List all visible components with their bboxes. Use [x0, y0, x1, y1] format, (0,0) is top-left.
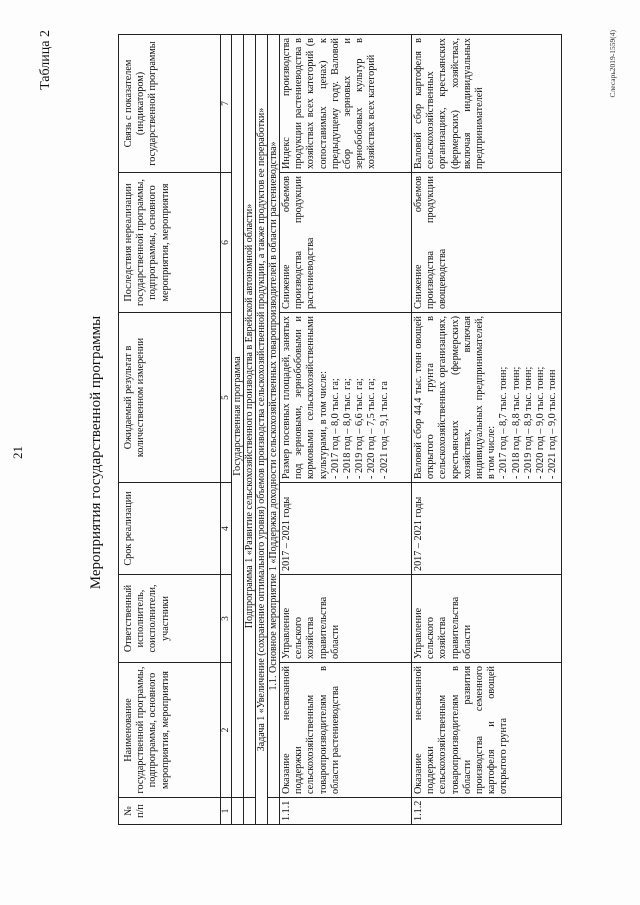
- indicator-link: Валовой сбор картофеля в сельскохозяйственных организациях, крестьянских (фермерских) хозяйствах, включая индивидуальных предпринимателей: [412, 35, 562, 173]
- table-row: [280, 35, 412, 825]
- header-row: [119, 35, 221, 825]
- program-title: Государственная программа: [232, 35, 244, 798]
- column-number: 2: [221, 663, 232, 798]
- document-code: Слесарь2019-1559(4): [608, 30, 617, 98]
- header-cell: Наименование государственной программы, подпрограммы, основного мероприятия, мероприятия: [119, 663, 221, 798]
- row-number: 1.1.2: [412, 798, 562, 825]
- activity-name: Оказание несвязанной поддержки сельскохозяйственным товаропроизводителям в области развития производства семенного картофеля и овощей открытого грунта: [412, 663, 562, 798]
- measures-table: [118, 34, 562, 825]
- page-title: Мероприятия государственной программы: [88, 315, 104, 590]
- column-number: 4: [221, 483, 232, 575]
- subprogram-row: [244, 35, 256, 825]
- column-number: 7: [221, 35, 232, 173]
- indicator-link: Индекс производства продукции растениеводства в хозяйствах всех категорий (в сопоставимых ценах) к предыдущему году. Валовой сбор зерновых и зернобобовых культур в хозяйствах всех категорий: [280, 35, 412, 173]
- result-year: - 2020 год – 9,0 тыс. тонн;: [535, 366, 547, 479]
- empty-cell: [232, 798, 244, 825]
- expected-result: [280, 313, 412, 483]
- column-number: 1: [221, 798, 232, 825]
- column-number: 6: [221, 173, 232, 313]
- page-number: 21: [10, 446, 25, 459]
- result-year: - 2019 год – 8,9 тыс. тонн;: [522, 366, 534, 479]
- result-year: - 2020 год – 7,5 тыс. га;: [366, 378, 378, 479]
- task-row: [256, 35, 268, 825]
- main-activity-row: [268, 35, 280, 825]
- executor: Управление сельского хозяйства правительства области: [412, 575, 562, 663]
- header-cell: Срок реализации: [119, 483, 221, 575]
- period: 2017 – 2021 годы: [280, 483, 412, 575]
- empty-cell: [244, 798, 256, 825]
- consequence: Снижение объемов производства продукции овощеводства: [412, 173, 562, 313]
- result-year: - 2019 год – 6,6 тыс. га;: [354, 378, 366, 479]
- result-year: - 2018 год – 8,0 тыс. га;: [342, 378, 354, 479]
- consequence: Снижение объемов производства продукции растениеводства: [280, 173, 412, 313]
- executor: Управление сельского хозяйства правительства области: [280, 575, 412, 663]
- result-year: - 2021 год – 9,0 тыс. тонн: [547, 369, 559, 479]
- empty-cell: [268, 798, 280, 825]
- header-cell: Ожидаемый результат в количественном измерении: [119, 313, 221, 483]
- header-cell: № п/п: [119, 798, 221, 825]
- subprogram-title: Подпрограмма 1 «Развитие сельскохозяйственного производства в Еврейской автономной области»: [244, 35, 256, 798]
- result-year: - 2017 год – 8,0 тыс. га;: [329, 378, 341, 479]
- header-cell: Последствия нереализации государственной программы, подпрограммы, основного мероприятия, мероприятия: [119, 173, 221, 313]
- header-cell: Связь с показателем (индикатором) государственной программы: [119, 35, 221, 173]
- task-title: Задача 1 «Увеличение (сохранение оптимального уровня) объемов производства сельскохозяйственной продукции, а также продуктов ее переработки»: [256, 35, 268, 825]
- result-text: Валовой сбор 44,4 тыс. тонн овощей открытого грунта в сельскохозяйственных организациях, крестьянских (фермерских) хозяйствах, включая индивидуальных предпринимателей, в том числе:: [413, 316, 498, 479]
- column-number: 3: [221, 575, 232, 663]
- column-number-row: [221, 35, 232, 825]
- expected-result: [412, 313, 562, 483]
- activity-name: Оказание несвязанной поддержки сельскохозяйственным товаропроизводителям в области растениеводства: [280, 663, 412, 798]
- table-row: [412, 35, 562, 825]
- result-year: - 2017 год – 8,7 тыс. тонн;: [498, 366, 510, 479]
- result-year: - 2018 год – 8,8 тыс. тонн;: [510, 366, 522, 479]
- table-label: Таблица 2: [38, 30, 53, 90]
- period: 2017 – 2021 годы: [412, 483, 562, 575]
- result-text: Размер посевных площадей, занятых под зерновыми, зернобобовыми и кормовыми сельскохозяйственными культурами, в том числе:: [281, 316, 329, 479]
- column-number: 5: [221, 313, 232, 483]
- main-activity-title: 1.1. Основное мероприятие 1 «Поддержка доходности сельскохозяйственных товаропроизводителей в области растениеводства»: [268, 35, 280, 798]
- program-row: [232, 35, 244, 825]
- row-number: 1.1.1: [280, 798, 412, 825]
- header-cell: Ответственный исполнитель, соисполнители, участники: [119, 575, 221, 663]
- result-year: - 2021 год – 9,1 тыс. га: [378, 381, 390, 479]
